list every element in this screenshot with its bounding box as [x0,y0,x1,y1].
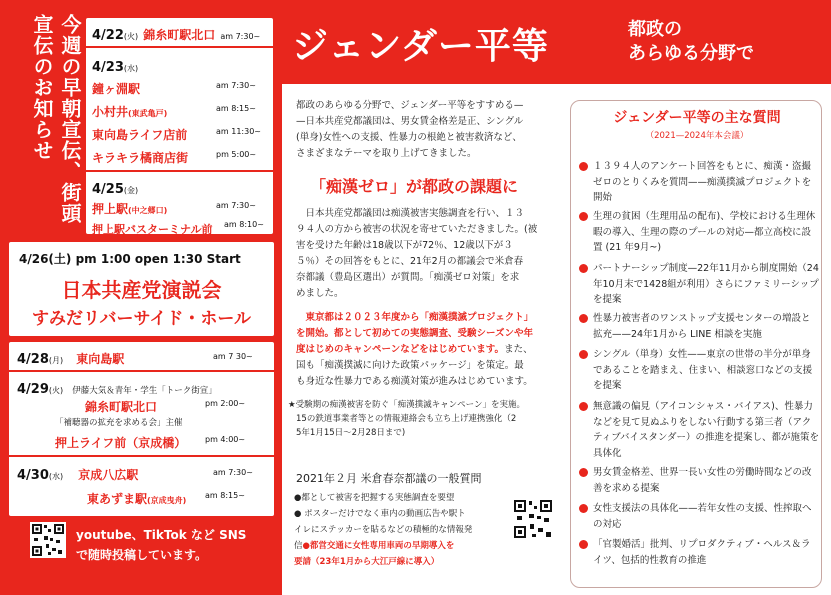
text-line: ５％）その回答をもとに、21年2月の都議会で米倉春 [296,256,524,267]
list-item-text: 男女賃金格差、世界一長い女性の労働時間などの改善を求める提案 [593,467,812,494]
question-title: 2021年２月 米倉春奈都議の一般質問 [296,472,482,485]
text-line: ★受験期の痴漢被害を防ぐ「痴漢撲滅キャンペーン」を実施。 [288,400,525,410]
list-item [577,347,819,394]
place: 押上ライフ前（京成橋） [55,436,187,450]
list-item-highlight: ●都営交通に女性専用車両の早期導入を [302,541,455,551]
list-item-text: 性暴力被害者のワンストップ支援センターの増設と拡充——24年1月から LINE 相談を実施 [593,313,811,340]
place: 京成八広駅 [78,468,139,482]
event-note: 伊藤大気＆青年・学生「トーク街宣」 [72,386,217,396]
time: am 8:15~ [216,104,256,113]
title-banner [282,0,831,84]
schedule-vertical-title: 今週の早朝宣伝、街頭宣伝のお知らせ [30,14,82,224]
list-item-text: １３９４人のアンケート回答をもとに、痴漢・盗撮ゼロのとりくみを質問——痴漢撲滅プロジェクトを開始 [593,161,812,203]
rally-title: 日本共産党演説会 [61,278,222,302]
list-item-text: 生理の貧困（生理用品の配布)、学校における生理休暇の導入、生理の際のプールの対応—都立高校に設置 (21 年9月~) [593,211,816,253]
qr-code-icon [512,498,554,540]
banner-title: ジェンダー平等 [292,26,549,67]
schedule-row [17,348,267,367]
list-item-text: 「官製婚活」批判、リプロダクティブ・ヘルス＆ライツ、包括的性教育の推進 [593,539,811,566]
list-item [577,501,819,532]
time: am 8:10~ [224,220,264,229]
date: 4/25 [92,182,124,197]
left-column [0,0,282,595]
text-line-highlight: 度はじめのキャンペーンなどをはじめています。 [296,344,505,355]
schedule-row [55,432,269,451]
text-line: 日本共産党都議団は痴漢被害実態調査を行い、１３ [296,208,525,219]
schedule-row [92,56,138,75]
date: 4/29 [17,382,49,397]
place: 東向島駅 [76,352,125,366]
schedule-row [85,396,269,415]
rally-date-time: 4/26(土) pm 1:00 open 1:30 Start [19,252,241,266]
divider [86,46,273,48]
list-item [577,465,819,496]
schedule-row [92,78,268,97]
day-of-week: (火) [123,32,139,41]
time: am 7:30~ [220,32,261,41]
bullet-icon [579,402,588,411]
bullet-icon [579,504,588,513]
place: 押上駅バスターミナル前 [92,223,213,236]
qr-code-icon [30,522,66,558]
schedule-row [17,378,217,397]
banner-subtitle-line1: 都政の [628,19,682,40]
list-item [577,537,819,568]
place: 押上駅 [92,202,129,216]
place: 東あずま駅 [87,492,148,506]
place: キラキラ橘商店街 [92,151,189,165]
intro-paragraph [296,98,562,162]
time: am 11:30~ [216,127,261,136]
divider [9,455,274,457]
list-item [577,261,819,308]
time: pm 5:00~ [216,150,257,159]
place: 錦糸町駅北口 [143,28,216,42]
text-line: も身近な性暴力である痴漢対策が進みはじめています。 [296,376,533,387]
event-note: 「補聴器の拡充を求める会」主催 [55,418,183,428]
place-note: (東武亀戸) [128,109,168,118]
time: am 7:30~ [213,468,253,477]
sns-text-line1: youtube、TikTok など SNS [76,528,247,542]
bullet-icon [579,468,588,477]
sns-text-line2: で随時投稿しています。 [76,548,208,562]
text-line: 5年1月15日～2月28日まで) [296,428,406,438]
bullet-icon [579,540,588,549]
bullet-icon [579,350,588,359]
text-line: (単身)女性への支援、性暴力の根絶と被害救済など、 [296,132,522,143]
text-line: 国も「痴漢撲滅に向けた政策パッケージ」を策定。最 [296,360,524,371]
date: 4/30 [17,468,49,483]
day-of-week: (火) [48,386,64,395]
banner-subtitle-line2: あらゆる分野で [628,43,754,64]
questions-box [570,100,822,588]
schedule-row [92,198,268,217]
day-of-week: (水) [123,64,139,73]
list-item [577,159,819,206]
text-line: また、 [504,344,533,355]
list-item-text: 無意識の偏見（アイコンシャス・バイアス)、性暴力などを見て見ぬふりをしない行動する第三者（アクティブバイスタンダー）の推進を提案し、都が施策を具体化 [593,401,820,459]
place-note: (京成曳舟) [147,496,187,505]
place: 小村井 [92,105,129,119]
text-line: 都政のあらゆる分野で、ジェンダー平等をすすめる— [296,100,524,111]
list-item: ● ポスターだけでなく車内の動画広告や駅ト [294,509,466,519]
list-item: イレにステッカーを貼るなどの積極的な情報発 [294,525,473,535]
bullet-icon [579,314,588,323]
text-line: めました。 [296,288,344,299]
box-subtitle: （2021—2024年本会議） [645,131,749,141]
text-line-highlight: を開始。都として初めての実態調査、受験シーズンや年 [296,328,534,339]
schedule-row [92,24,260,43]
banner-subtitle [628,18,754,66]
list-item [577,209,819,256]
place: 錦糸町駅北口 [85,400,158,414]
list-item-text: シングル（単身）女性——東京の世帯の半分が単身であることを踏まえ、住まい、相談窓口などの支援を提案 [593,349,813,391]
rally-venue: すみだリバーサイド・ホール [32,309,251,329]
qr-code-video[interactable] [512,498,554,540]
list-item: 信 [294,541,303,551]
schedule-row [87,488,267,507]
schedule-row [92,124,268,143]
time: pm 4:00~ [205,435,246,444]
schedule-panel-top [86,18,273,234]
text-line: —日本共産党都議団は、男女賃金格差是正、シングル [296,116,524,127]
schedule-row [92,101,268,120]
place-note: (中之郷口) [128,206,168,215]
body-paragraph-1 [296,206,562,302]
list-item-text: 女性支援法の具体化——若年女性の支援、性搾取への対応 [593,503,812,530]
time: am 8:15~ [205,491,245,500]
time: am 7:30~ [216,201,256,210]
day-of-week: (水) [48,472,64,481]
section-heading: 「痴漢ゼロ」が都政の課題に [310,177,519,196]
schedule-row [92,178,138,197]
time: am 7:30~ [216,81,256,90]
date: 4/23 [92,60,124,75]
schedule-row [17,464,267,483]
date: 4/22 [92,28,124,43]
campaign-note [288,398,562,440]
time: am 7 30~ [213,352,253,361]
day-of-week: (月) [48,356,64,365]
text-line: 15の鉄道事業者等との情報連絡会も立ち上げ連携強化（2 [296,414,517,424]
bullet-icon [579,212,588,221]
text-line: 害を受けた年齢は18歳以下が72％、12歳以下が３ [296,240,513,251]
text-line: ９４人の方から被害の状況を寄せていただきました。(被 [296,224,538,235]
bullet-icon [579,162,588,171]
divider [9,370,274,372]
time: pm 2:00~ [205,399,246,408]
place: 東向島ライフ店前 [92,128,188,142]
date: 4/28 [17,352,49,367]
bullet-icon [579,264,588,273]
schedule-row [92,218,268,237]
qr-code-sns[interactable] [30,522,66,558]
list-item-text: パートナーシップ制度—22年11月から制度開始（24年10月末で1428組が利用）さらにファミリーシップを提案 [593,263,819,305]
list-item: ●都として被害を把握する実態調査を要望 [294,493,455,503]
schedule-panel-bottom [9,342,274,516]
list-item [577,399,819,461]
text-line-highlight: 東京都は２０２３年度から「痴漢撲滅プロジェクト」 [296,312,534,323]
divider [86,170,273,172]
list-item [577,311,819,342]
body-paragraph-2 [296,310,562,390]
list-item-highlight: 要請（23年1月から大江戸線に導入） [294,557,440,567]
question-list [294,490,508,570]
text-line: さまざまなテーマを取り上げてきました。 [296,148,477,159]
day-of-week: (金) [123,186,139,195]
text-line: 奈都議（豊島区選出）が質問。「痴漢ゼロ対策」を求 [296,272,520,283]
box-title: ジェンダー平等の主な質問 [613,110,781,126]
place: 鐘ヶ淵駅 [92,82,141,96]
schedule-row [92,147,268,166]
rally-panel [9,242,274,336]
